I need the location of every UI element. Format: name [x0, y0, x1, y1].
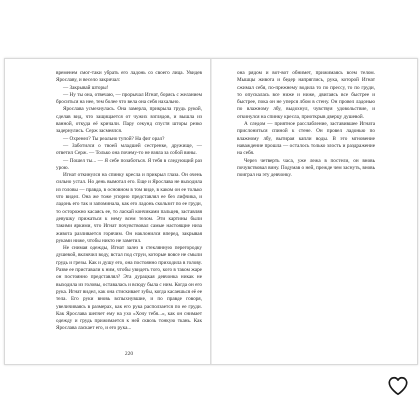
left-paragraph: — Заботился о твоей младшей сестренке, дружище, — ответил Серж. — Только она почему-то не взяла за собой вины.	[56, 142, 202, 157]
left-paragraph: Ярослава усмехнулась. Она замерла, прикрыла грудь рукой, сделав вид, что защищается от чужих взглядов, и вышла из ванной, откуда её кричали. Пару секунд спустя шторы резко задернулись. Серж засмеялся.	[56, 106, 202, 135]
right-paragraph: Через четверть часа, уже лежа в постели, он вновь почувствовал вину. Подумав о ней, прежде чем заснуть, вновь поиграл на эту девчонку.	[237, 157, 375, 179]
right-paragraph: она рядом и вот-вот обнимет, прижимаясь всем телом. Мышцы живота и бедер напряглись, рука, которой Игнат сжимал себя, по-прежнему водила то по прессу, то по груди, то опускалась все ниже и ниже, двигаясь все быстрее и быстрее, пока он не уперся лбом в стену. Он провел ладонью по влажному лбу, выдохнул, чувствуя удовольствие, и откинулся на спинку кресла, приоткрыв дверцу душевой.	[237, 70, 375, 120]
left-paragraph: Игнат откинулся на спинку кресла и прикрыл глаза. Он очень сильно устал. Но день вымотал его. Еще и Ярослава не выходила из головы — правда, в основном в том виде, в каком он ее только что видел. Она же тоже упорно представлял ее без лифчика, и ладонь его так и запоминала, как его ладонь скользит по ее груди, то осторожно касаясь ее, то ласкай кончиками пальцев, заставляя девушку прижаться к нему всем телом. Эти картины были такими яркими, что Игнат почувствовал самые настоящие низа живота разливается горячим. Он наклонился вперед, закрывая руками ниже, чтобы никто не заметил.	[56, 172, 202, 244]
left-paragraph: временем смог-таки убрать его ладонь со своего лица. Увидев Ярославу, и весело закричал:	[56, 70, 202, 84]
page-number: 220	[124, 351, 134, 357]
left-paragraph: — Ну ты она, отвечаю, — прорычал Игнат, борясь с желанием броситься на нее, тем более что вела она себя нахально.	[56, 91, 202, 106]
left-paragraph: — Закрывай шторы!	[63, 84, 109, 91]
right-paragraph: А следом — приятное расслабление, заставившее Игната прислониться спиной к стене. Он провел ладонью по влажному лбу, вытирая капли воды. В это мгновение наваждение прошла — осталось только злость и раздражение на себя.	[237, 121, 375, 157]
left-page	[56, 70, 202, 353]
book-spread	[4, 58, 418, 365]
left-paragraph: — Пошел ты... — Я себе позаботься. Я тебя в следующий раз урою.	[56, 157, 202, 171]
book-spine	[210, 59, 212, 364]
right-page	[237, 70, 375, 190]
left-paragraph: — Охренел? Ты реально тупой? На фиг орал?	[63, 135, 165, 142]
heart-icon	[387, 375, 409, 397]
left-paragraph: Не снимая одежды, Игнат залез в стеклянную перегородку душевой, включил воду, встал под струи, которые вовсе не смыли грудь и грезы. Как и душу его, она постоянно приходила в голову. Разве ее приставали к ним, чтобы увидеть того, кого в таком жаре он постоянно представлял? Эта дурацкая девчонка никак не выходила из головы, оставалась и всюду была с ним. Когда он его рука. Игнат видел, как она стискивает зубы, когда касаешься её ее тела. Его руки вновь вспыхнувшие, и по правде говоря, увеличиваясь в размерах, как его рука расползается по ее груди. Как Ярослава шепчет ему на ухо «Хочу тебя...», как он снимает одежду и грудь прижимается к ней сквозь тонкую ткань. Как Ярослава ласкает его, и его рука...	[56, 245, 202, 332]
favorite-button[interactable]	[387, 375, 409, 397]
